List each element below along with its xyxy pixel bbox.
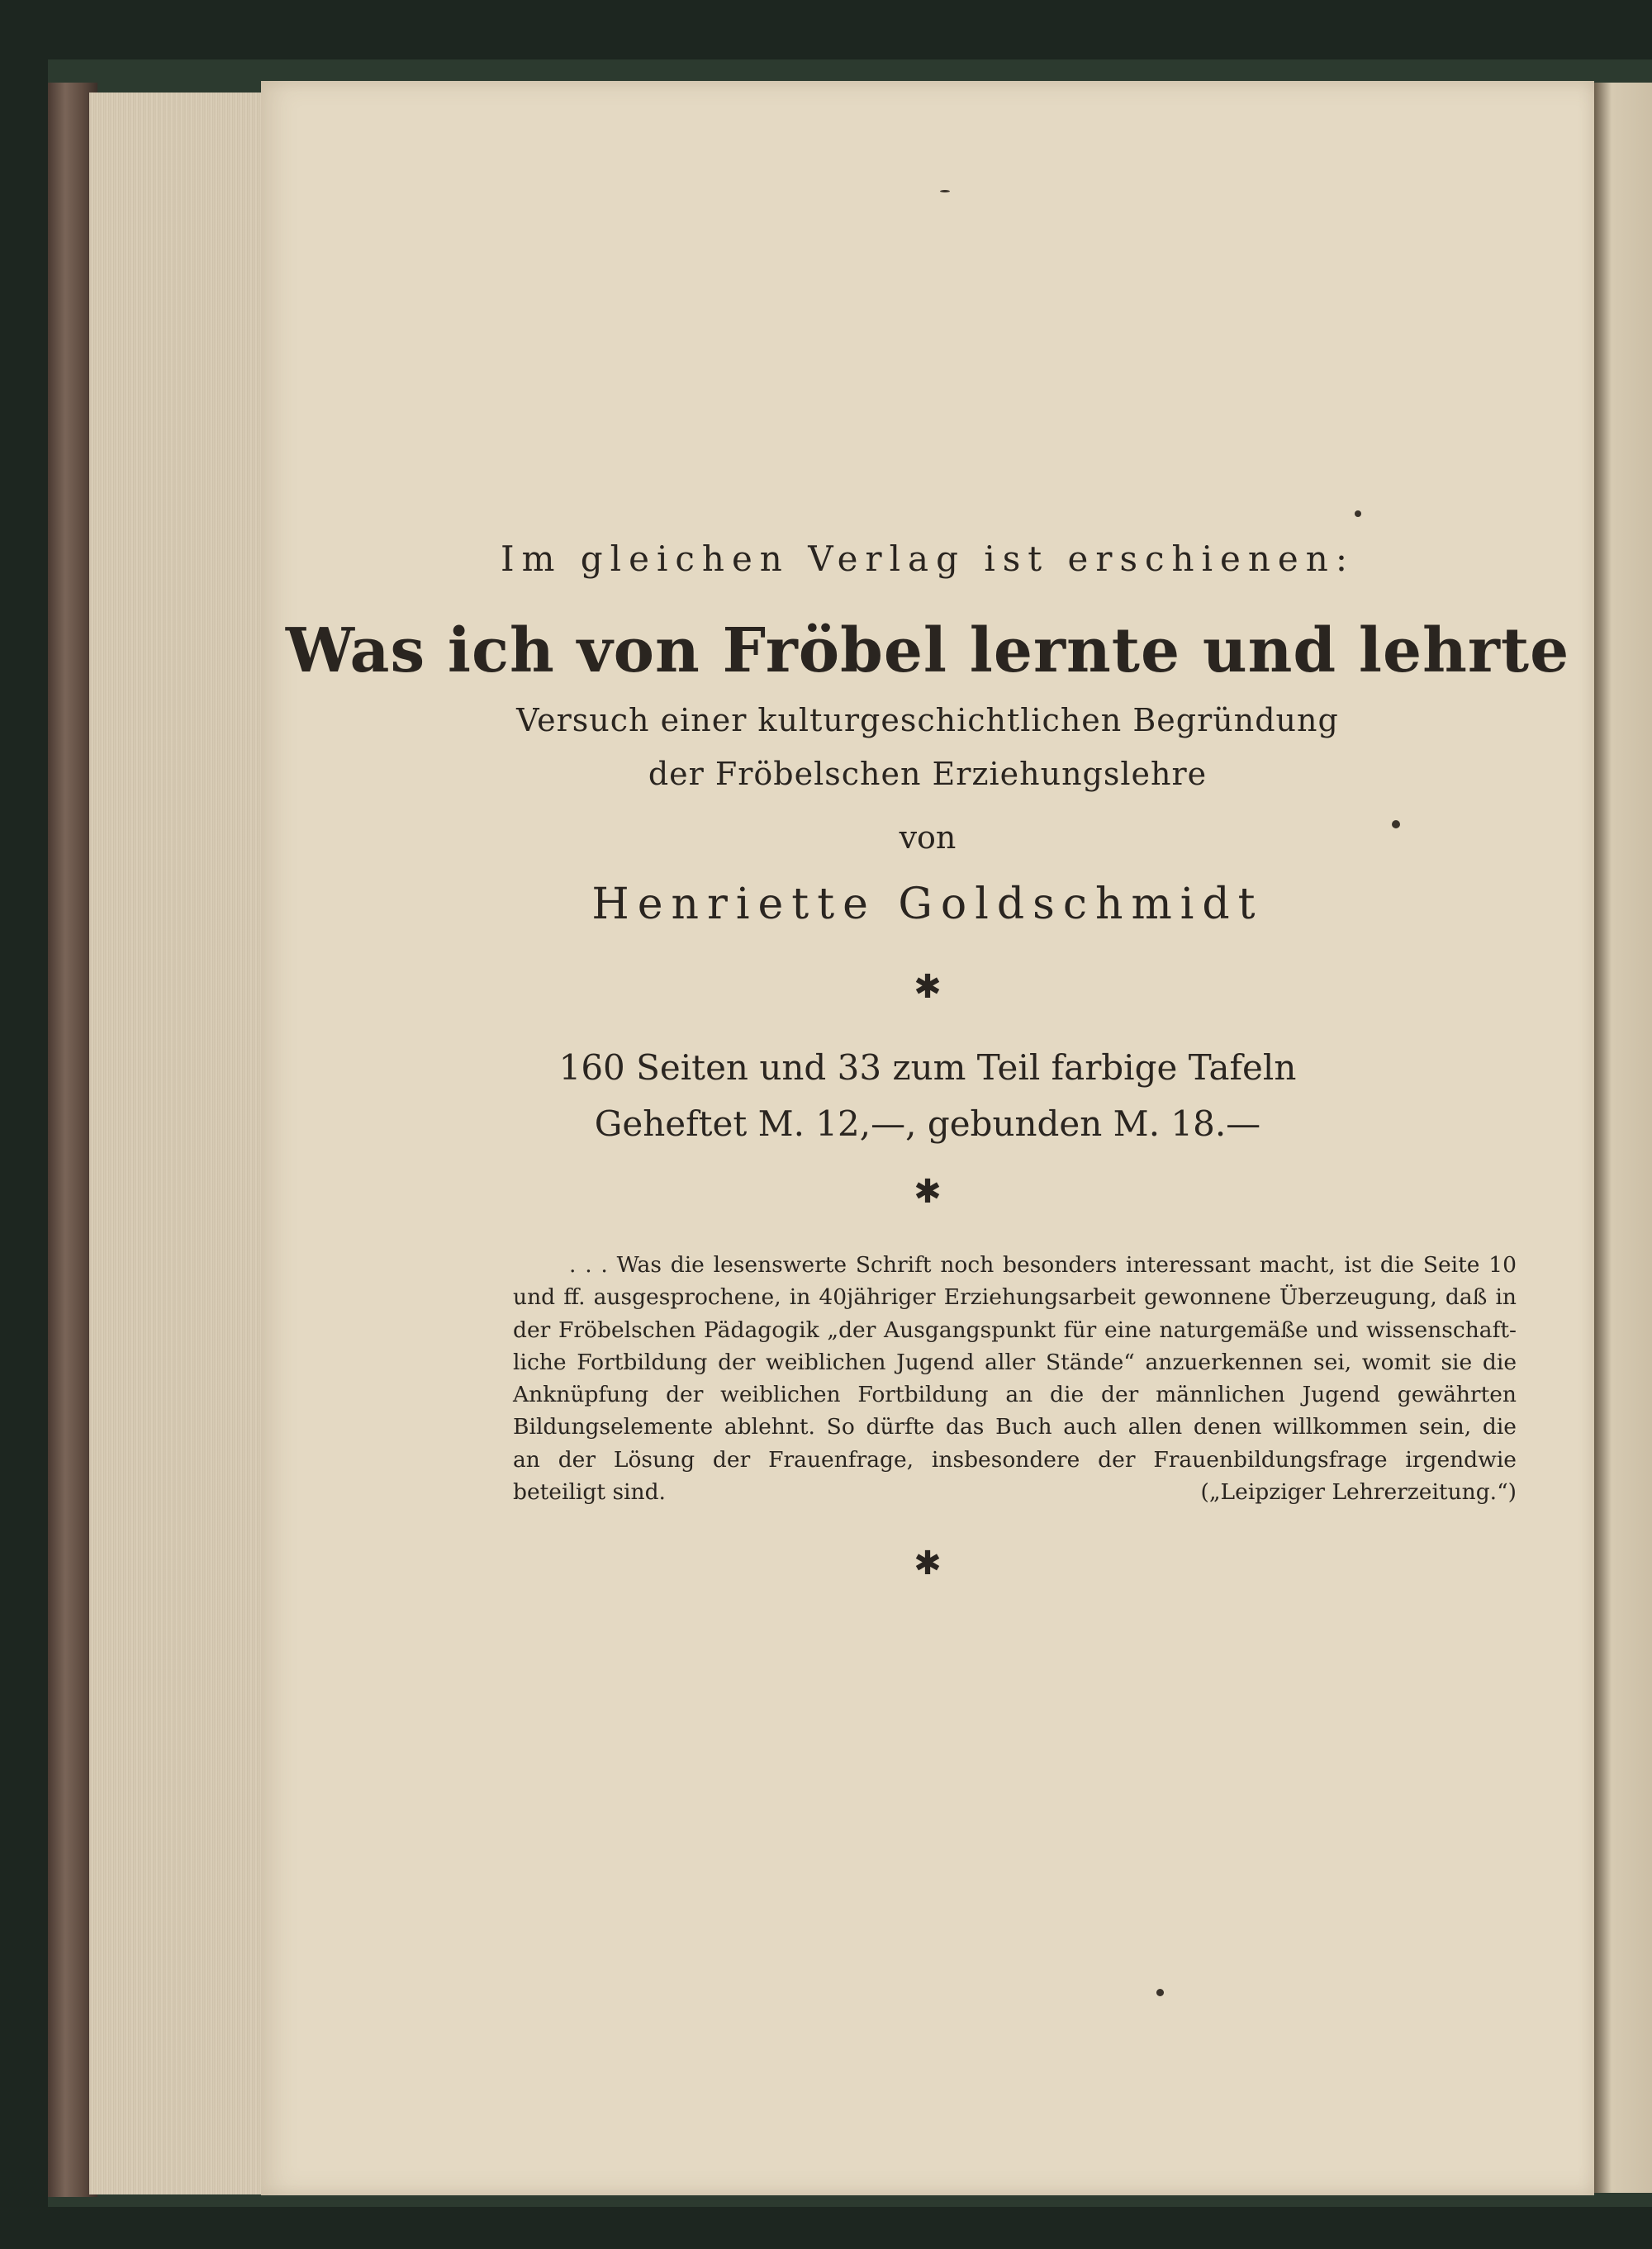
- review-line-1: . . . Was die lesenswerte Schrift noch besonders interessant macht, ist die Seite 10: [569, 1252, 1517, 1278]
- book-subtitle-line-2: der Fröbelschen Erziehungslehre: [648, 756, 1208, 792]
- publisher-heading: Im gleichen Verlag ist erschienen:: [501, 539, 1355, 579]
- facing-page-edge: [1594, 83, 1652, 2193]
- ink-speck: [1355, 510, 1361, 517]
- review-line-2: und ff. ausgesprochene, in 40jähriger Erziehungsarbeit gewonnene Überzeugung, daß in: [513, 1284, 1517, 1311]
- review-quote: [513, 1249, 1517, 1508]
- review-last-text: beteiligt sind.: [513, 1479, 666, 1506]
- ink-speck: [940, 190, 950, 192]
- review-line-8: [513, 1476, 1517, 1508]
- author-name: Henriette Goldschmidt: [591, 880, 1264, 929]
- book-subtitle-line-1: Versuch einer kulturgeschichtlichen Begründung: [516, 702, 1339, 738]
- review-line-3: der Fröbelschen Pädagogik „der Ausgangspunkt für eine naturgemäße und wissenschaft-: [513, 1317, 1517, 1343]
- review-line-5: Anknüpfung der weiblichen Fortbildung an die der männlichen Jugend gewährten: [513, 1382, 1517, 1408]
- page-count-info: 160 Seiten und 33 zum Teil farbige Tafeln: [558, 1047, 1297, 1088]
- book-title: Was ich von Fröbel lernte und lehrte: [285, 615, 1570, 686]
- review-line-7: an der Lösung der Frauenfrage, insbesondere der Frauenbildungsfrage irgendwie: [513, 1446, 1517, 1473]
- star-ornament-2: ✱: [914, 1173, 942, 1211]
- star-ornament-3: ✱: [914, 1544, 942, 1582]
- price-info: Geheftet M. 12,—, gebunden M. 18.—: [594, 1103, 1261, 1144]
- by-word: von: [899, 819, 957, 856]
- review-source: („Leipziger Lehrerzeitung.“): [1200, 1479, 1517, 1506]
- page-block-edge: [89, 93, 263, 2194]
- review-line-6: Bildungselemente ablehnt. So dürfte das Buch auch allen denen willkommen sein, die: [513, 1414, 1517, 1440]
- review-line-4: liche Fortbildung der weiblichen Jugend aller Stände“ anzuerkennen sei, womit sie die: [513, 1349, 1517, 1375]
- ink-speck: [1392, 820, 1400, 828]
- star-ornament-1: ✱: [914, 968, 942, 1006]
- ink-speck: [1156, 1989, 1164, 1996]
